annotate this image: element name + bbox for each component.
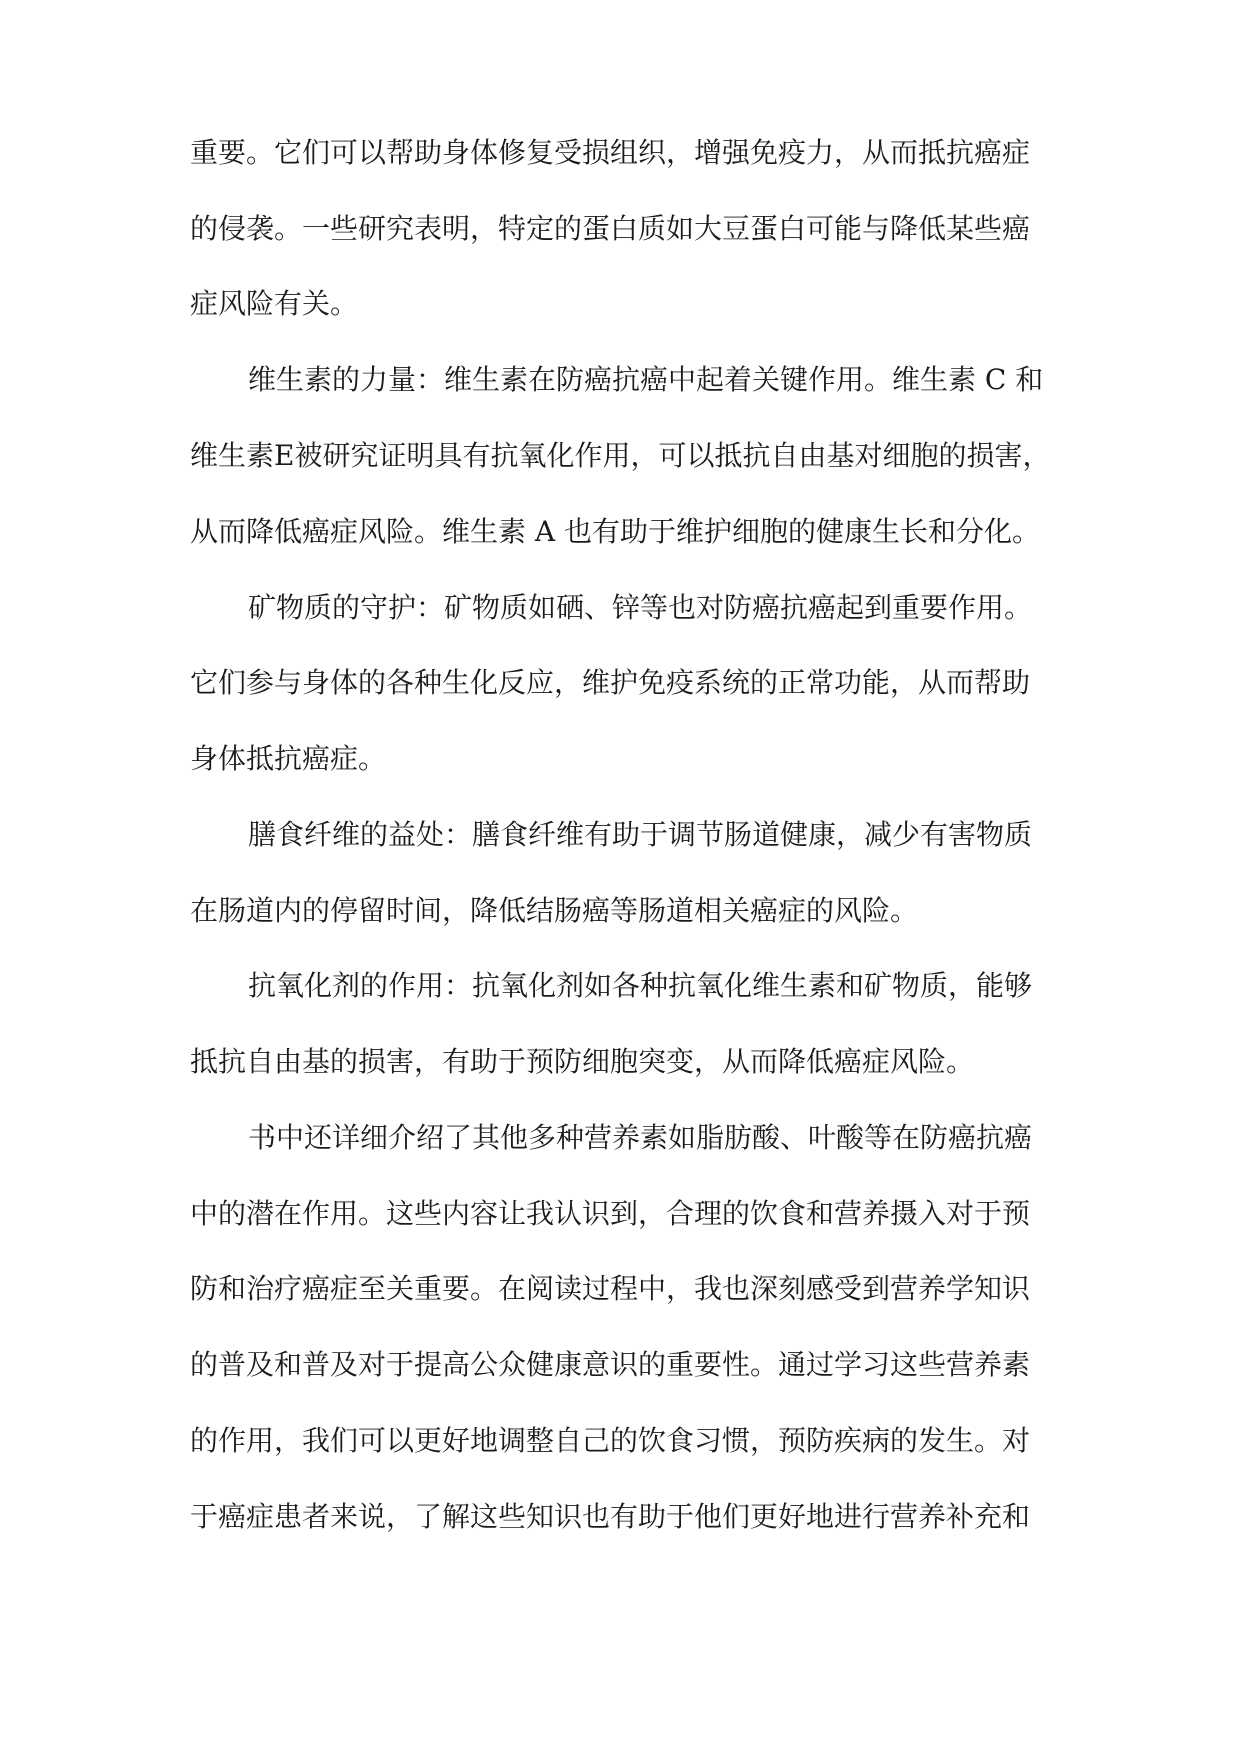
text-line: 抗氧化剂的作用：抗氧化剂如各种抗氧化维生素和矿物质，能够 bbox=[248, 969, 1033, 1002]
text-line: 身体抵抗癌症。 bbox=[190, 742, 387, 775]
text-line: 膳食纤维的益处：膳食纤维有助于调节肠道健康，减少有害物质 bbox=[248, 818, 1033, 851]
text-line: 书中还详细介绍了其他多种营养素如脂肪酸、叶酸等在防癌抗癌 bbox=[248, 1121, 1033, 1154]
text-line: 的普及和普及对于提高公众健康意识的重要性。通过学习这些营养素 bbox=[190, 1348, 1031, 1381]
text-line: 防和治疗癌症至关重要。在阅读过程中，我也深刻感受到营养学知识 bbox=[190, 1272, 1031, 1305]
text-line: 的作用，我们可以更好地调整自己的饮食习惯，预防疾病的发生。对 bbox=[190, 1424, 1031, 1457]
text-line: 中的潜在作用。这些内容让我认识到，合理的饮食和营养摄入对于预 bbox=[190, 1197, 1031, 1230]
text-line: 抵抗自由基的损害，有助于预防细胞突变，从而降低癌症风险。 bbox=[190, 1045, 975, 1078]
text-line: 症风险有关。 bbox=[190, 287, 359, 320]
text-line: 维生素E被研究证明具有抗氧化作用，可以抵抗自由基对细胞的损害， bbox=[190, 439, 1051, 472]
text-line: 它们参与身体的各种生化反应，维护免疫系统的正常功能，从而帮助 bbox=[190, 666, 1031, 699]
text-line: 重要。它们可以帮助身体修复受损组织，增强免疫力，从而抵抗癌症 bbox=[190, 136, 1031, 169]
text-line: 在肠道内的停留时间，降低结肠癌等肠道相关癌症的风险。 bbox=[190, 894, 919, 927]
text-line: 矿物质的守护：矿物质如硒、锌等也对防癌抗癌起到重要作用。 bbox=[248, 591, 1033, 624]
text-line: 维生素的力量：维生素在防癌抗癌中起着关键作用。维生素 C 和 bbox=[248, 363, 1044, 396]
text-line: 的侵袭。一些研究表明，特定的蛋白质如大豆蛋白可能与降低某些癌 bbox=[190, 212, 1031, 245]
text-line: 从而降低癌症风险。维生素 A 也有助于维护细胞的健康生长和分化。 bbox=[190, 515, 1041, 548]
text-line: 于癌症患者来说，了解这些知识也有助于他们更好地进行营养补充和 bbox=[190, 1500, 1031, 1533]
